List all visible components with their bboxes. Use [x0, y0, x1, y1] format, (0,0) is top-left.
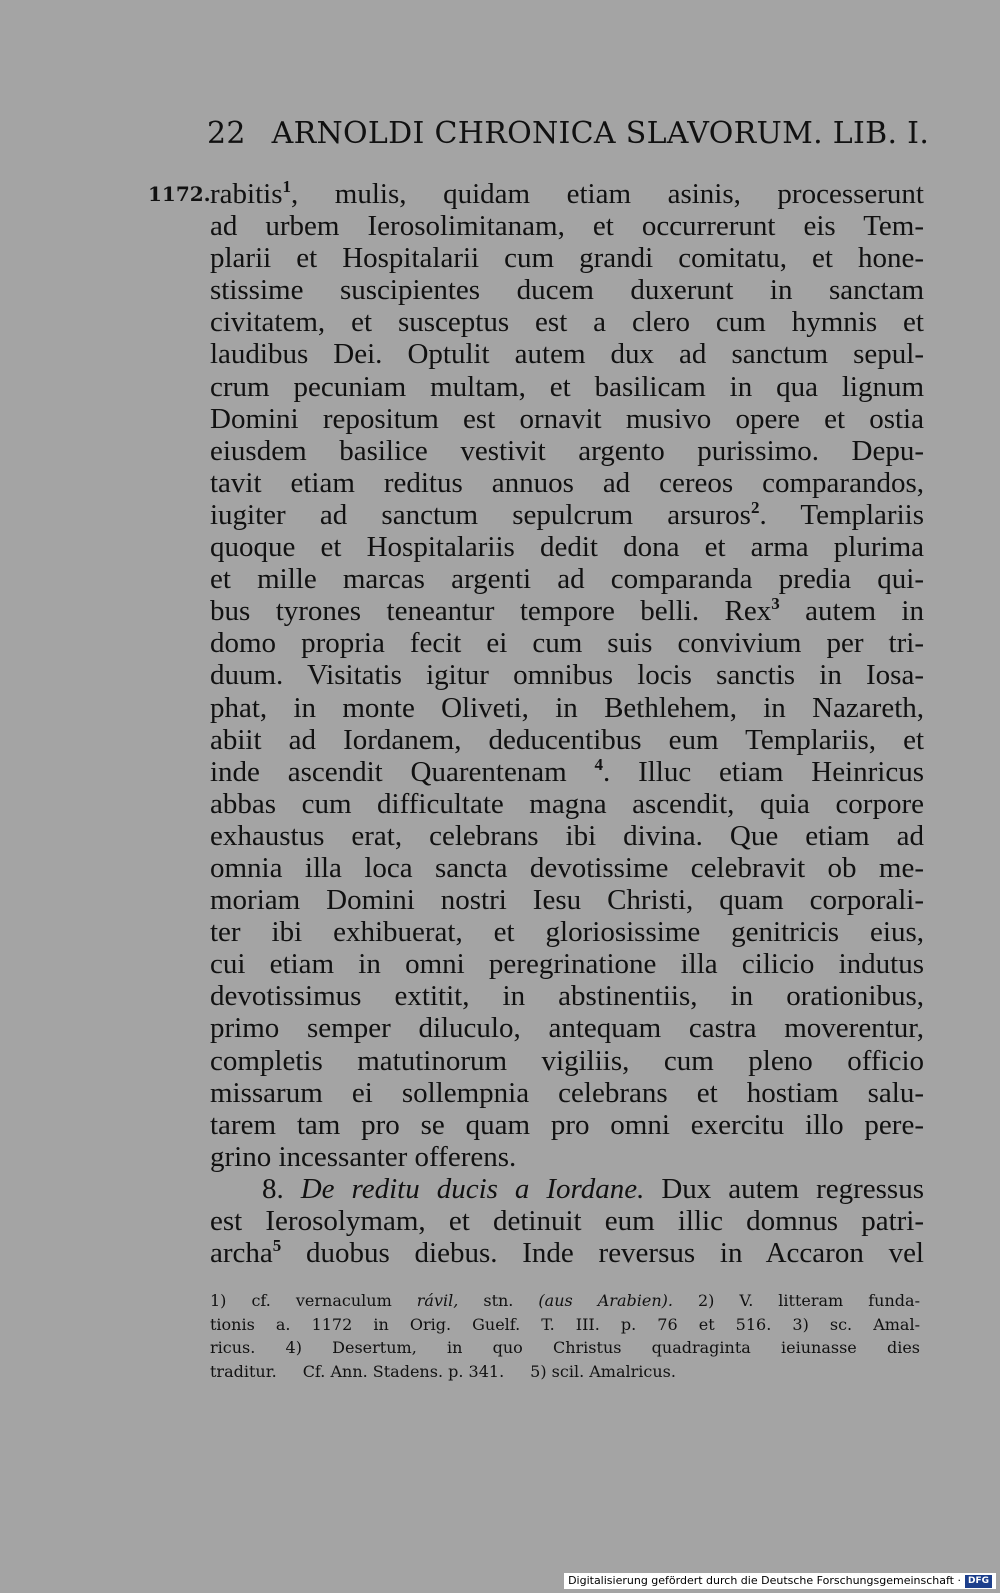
text-line: exhaustus erat, celebrans ibi divina. Que etiam ad [210, 819, 924, 852]
page-header [207, 116, 930, 151]
footnote-line: ricus. 4) Desertum, in quo Christus quadraginta ieiunasse dies [210, 1338, 920, 1357]
funding-attribution [564, 1573, 996, 1589]
footnote-ref: 1 [282, 178, 291, 196]
main-text [210, 178, 924, 1269]
page-number: 22 [207, 116, 246, 151]
text-line: devotissimus extitit, in abstinentiis, in orationibus, [210, 980, 924, 1013]
footnote-line: traditur. Cf. Ann. Stadens. p. 341. 5) scil. Amalricus. [210, 1361, 676, 1381]
text-line: domo propria fecit ei cum suis convivium per tri- [210, 627, 924, 660]
footnote-ref: 2 [750, 498, 760, 517]
text-line: iugiter ad sanctum sepulcrum arsuros$^2$. Templariis [210, 498, 924, 531]
text-line: grino incessanter offerens. [210, 1140, 517, 1173]
text-line: duum. Visitatis igitur omnibus locis sanctis in Iosa- [210, 659, 924, 692]
footnote-line: 1) cf. vernaculum rávil, stn. (aus Arabien). 2) V. litteram funda- [210, 1291, 920, 1310]
text-line: quoque et Hospitalariis dedit dona et arma plurima [210, 531, 924, 564]
text-line: missarum ei sollempnia celebrans et hostiam salu- [210, 1076, 924, 1109]
footnote-ref: 5 [272, 1237, 282, 1256]
text-line: completis matutinorum vigiliis, cum pleno officio [210, 1044, 924, 1077]
text-line: abbas cum difficultate magna ascendit, quia corpore [210, 787, 924, 820]
text-line: crum pecuniam multam, et basilicam in qua lignum [210, 370, 924, 403]
text-line: cui etiam in omni peregrinatione illa cilicio indutus [210, 948, 924, 981]
text-line: plarii et Hospitalarii cum grandi comitatu, et hone- [210, 242, 924, 275]
text-line: et mille marcas argenti ad comparanda predia qui- [210, 563, 924, 596]
text-line: rabitis$^1$, mulis, quidam etiam asinis, processerunt [210, 178, 924, 210]
text-line: ter ibi exhibuerat, et gloriosissime genitricis eius, [210, 916, 924, 949]
text-line: moriam Domini nostri Iesu Christi, quam corporali- [210, 884, 924, 917]
text-line: est Ierosolymam, et detinuit eum illic domnus patri- [210, 1205, 924, 1237]
running-title: ARNOLDI CHRONICA SLAVORUM. LIB. I. [271, 116, 930, 151]
text-line: laudibus Dei. Optulit autem dux ad sanctum sepul- [210, 338, 924, 371]
text-line: Domini repositum est ornavit musivo opere et ostia [210, 402, 924, 435]
text-line: stissime suscipientes ducem duxerunt in sanctam [210, 274, 924, 307]
text-line: tarem tam pro se quam pro omni exercitu illo pere- [210, 1108, 924, 1141]
text-line: primo semper diluculo, antequam castra moverentur, [210, 1012, 924, 1045]
footnote-ref: 3 [771, 595, 780, 614]
text-line: eiusdem basilice vestivit argento purissimo. Depu- [210, 434, 924, 467]
margin-year: 1172. [148, 182, 211, 206]
text-line: omnia illa loca sancta devotissime celebravit ob me- [210, 851, 924, 884]
attribution-text: Digitalisierung gefördert durch die Deutsche Forschungsgemeinschaft · [568, 1574, 961, 1587]
section-heading-line: 8. De reditu ducis a Iordane. Dux autem regressus [262, 1172, 924, 1205]
section-title: De reditu ducis a Iordane. [300, 1172, 645, 1205]
text-line: civitatem, et susceptus est a clero cum hymnis et [210, 306, 924, 339]
text-line: abiit ad Iordanem, deducentibus eum Templariis, et [210, 723, 924, 756]
text-line: bus tyrones teneantur tempore belli. Rex$^3$ autem in [210, 595, 924, 628]
footnote-line: tionis a. 1172 in Orig. Guelf. T. III. p. 76 et 516. 3) sc. Amal- [210, 1314, 920, 1334]
text-line: tavit etiam reditus annuos ad cereos comparandos, [210, 466, 924, 499]
text-line: archa$^5$ duobus diebus. Inde reversus in Accaron vel [210, 1237, 924, 1270]
text-line: phat, in monte Oliveti, in Bethlehem, in Nazareth, [210, 691, 924, 724]
footnote-ref: 4 [594, 755, 604, 774]
text-line: inde ascendit Quarentenam $^4$. Illuc etiam Heinricus [210, 755, 924, 788]
text-line: ad urbem Ierosolimitanam, et occurrerunt eis Tem- [210, 210, 924, 243]
footnotes [210, 1289, 920, 1383]
dfg-logo-icon: DFG [965, 1575, 992, 1588]
